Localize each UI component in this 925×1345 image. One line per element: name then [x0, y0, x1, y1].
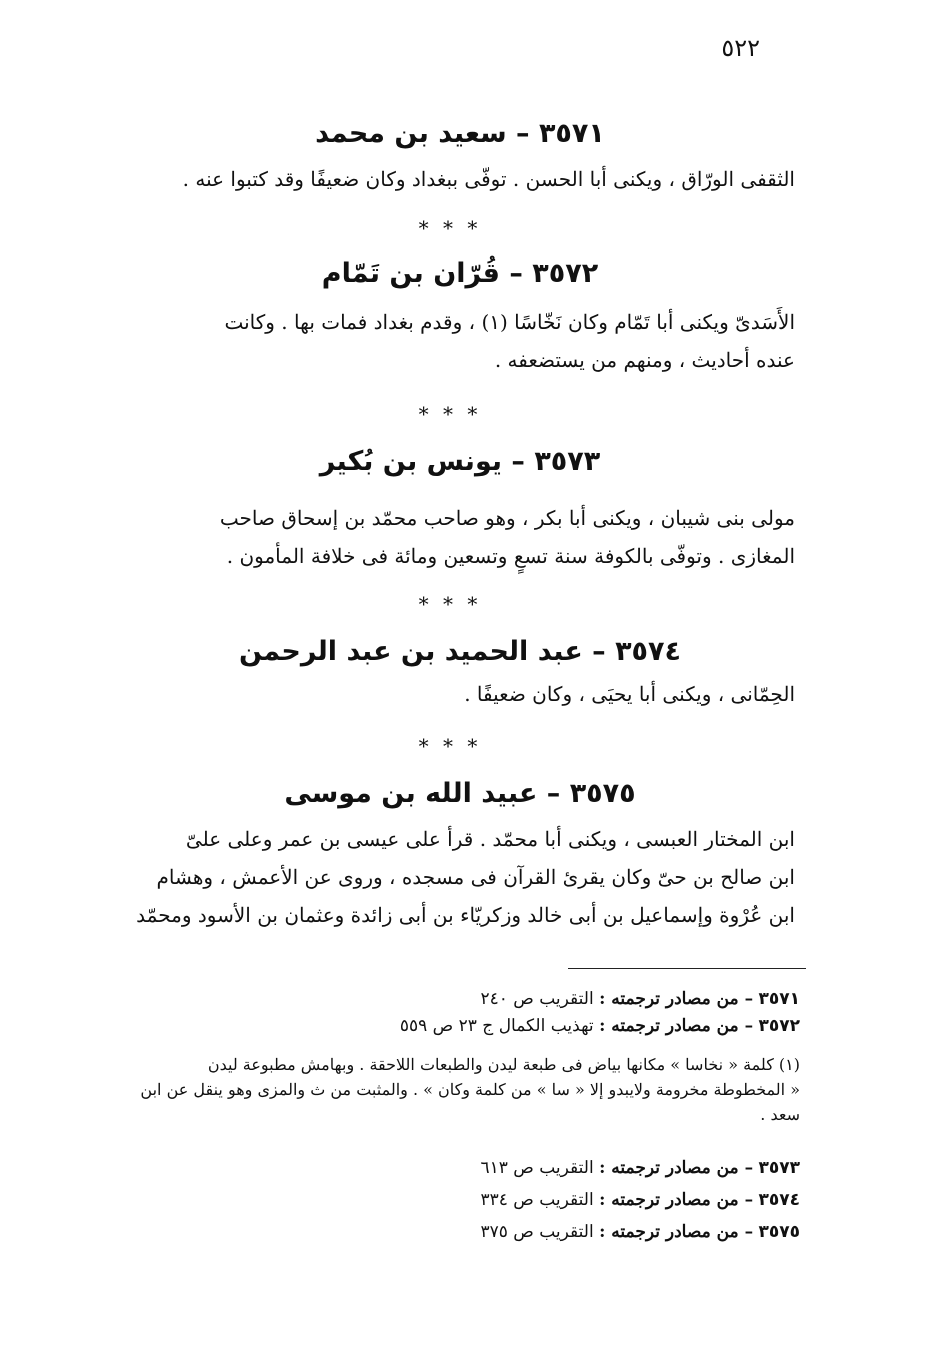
footnote-number: ٣٥٧٤ [758, 1190, 800, 1210]
footnotes-sources-b [100, 1152, 800, 1248]
footnote-source [100, 1152, 800, 1184]
footnote-number: ٣٥٧٢ [758, 1016, 800, 1036]
footnote-text: التقريب ص ٣٧٥ [480, 1222, 594, 1242]
entry-body-3571 [95, 160, 795, 198]
body-line: الحِمّانى ، ويكنى أبا يحيَى ، وكان ضعيفًا . [464, 682, 795, 706]
footnote-text: التقريب ص ٦١٣ [480, 1158, 594, 1178]
body-line: ابن صالح بن حىّ وكان يقرئ القرآن فى مسجده ، وروى عن الأعمش ، وهشام [156, 865, 795, 889]
entry-body-3574 [95, 675, 795, 713]
entry-body-3572 [95, 303, 795, 379]
entry-heading-3571: ٣٥٧١ – سعيد بن محمد [315, 118, 605, 149]
entry-body-3573 [95, 499, 795, 575]
entry-body-3575 [95, 820, 795, 934]
separator: * * * [418, 216, 482, 240]
footnote-text: تهذيب الكمال ج ٢٣ ص ٥٥٩ [399, 1016, 594, 1036]
footnote-note [100, 1052, 800, 1127]
entry-heading-3572: ٣٥٧٢ – قُرّان بن تَمّام [321, 258, 599, 289]
footnote-label: – من مصادر ترجمته : [599, 989, 754, 1009]
footnote-text: التقريب ص ٢٤٠ [480, 989, 594, 1009]
footnote-label: – من مصادر ترجمته : [599, 1190, 754, 1210]
footnote-source [100, 1013, 800, 1040]
body-line: ابن المختار العبسى ، ويكنى أبا محمّد . قرأ على عيسى بن عمر وعلى علىّ [185, 827, 795, 851]
footnote-text: التقريب ص ٣٣٤ [480, 1190, 594, 1210]
footnote-label: – من مصادر ترجمته : [599, 1222, 754, 1242]
body-line: عنده أحاديث ، ومنهم من يستضعفه . [494, 348, 795, 372]
footnote-source [100, 986, 800, 1013]
entry-heading-3573: ٣٥٧٣ – يونس بن بُكير [319, 446, 601, 477]
note-line: (١) كلمة « نخاسا » مكانها بياض فى طبعة ليدن والطبعات اللاحقة . وبهامش مطبوعة ليدن [207, 1055, 800, 1074]
footnote-number: ٣٥٧١ [758, 989, 800, 1009]
footnote-label: – من مصادر ترجمته : [599, 1158, 754, 1178]
footnotes-sources-a [100, 986, 800, 1040]
body-line: الأَسَدىّ ويكنى أبا تَمّام وكان نَخّاسًا (١) ، وقدم بغداد فمات بها . وكانت [224, 310, 795, 334]
separator: * * * [418, 402, 482, 426]
separator: * * * [418, 592, 482, 616]
footnote-number: ٣٥٧٥ [758, 1222, 800, 1242]
page-number: ٥٢٢ [721, 34, 760, 62]
entry-heading-3575: ٣٥٧٥ – عبيد الله بن موسى [284, 778, 636, 809]
body-line: مولى بنى شيبان ، ويكنى أبا بكر ، وهو صاحب محمّد بن إسحاق صاحب [219, 506, 795, 530]
body-line: المغازى . وتوفّى بالكوفة سنة تسعٍ وتسعين ومائة فى خلافة المأمون . [226, 544, 795, 568]
footnote-rule [568, 968, 806, 969]
footnote-label: – من مصادر ترجمته : [599, 1016, 754, 1036]
separator: * * * [418, 734, 482, 758]
body-line: الثقفى الورّاق ، ويكنى أبا الحسن . توفّى ببغداد وكان ضعيفًا وقد كتبوا عنه . [182, 167, 795, 191]
body-line: ابن عُرْوة وإسماعيل بن أبى خالد وزكريّاء بن أبى زائدة وعثمان بن الأسود ومحمّد [136, 903, 795, 927]
footnote-source [100, 1184, 800, 1216]
note-line: « المخطوطة مخرومة ولايبدو إلا « سا » من كلمة وكان » . والمثبت من ث والمزى وهو ينقل عن ابن [140, 1080, 800, 1099]
footnote-source [100, 1216, 800, 1248]
footnote-number: ٣٥٧٣ [758, 1158, 800, 1178]
note-line: سعد . [760, 1105, 800, 1124]
entry-heading-3574: ٣٥٧٤ – عبد الحميد بن عبد الرحمن [239, 636, 681, 667]
